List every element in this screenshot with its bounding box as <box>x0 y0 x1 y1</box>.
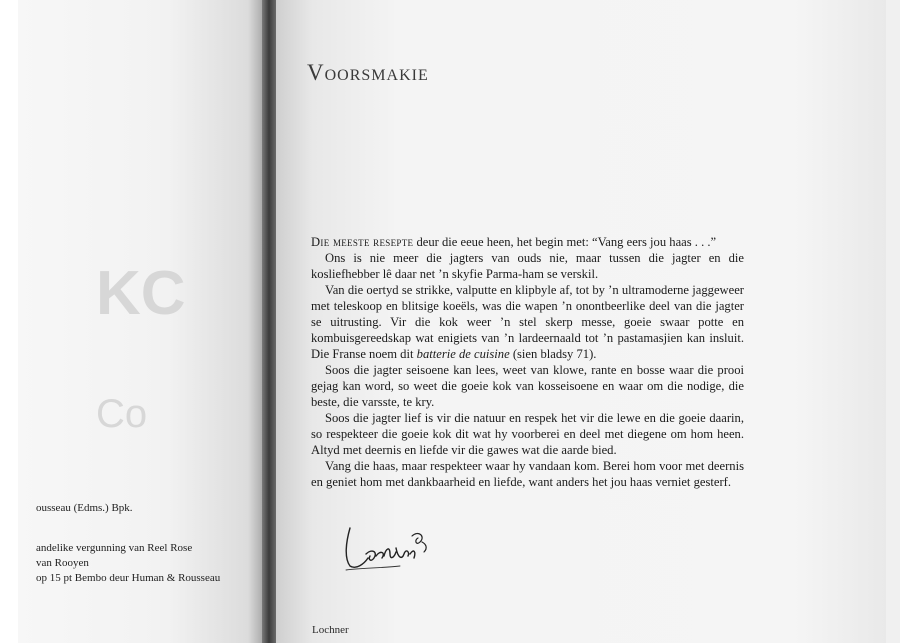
paragraph-text: (sien bladsy 71). <box>509 347 597 361</box>
left-page <box>18 0 268 643</box>
imprint-line: van Rooyen <box>36 557 89 569</box>
imprint-line: op 15 pt Bembo deur Human & Rousseau <box>36 572 221 584</box>
paragraph: Vang die haas, maar respekteer waar hy vandaan kom. Berei hom voor met deernis en geniet hom met dankbaarheid en liefde, want anders het jou haas verniet gesterf. <box>311 459 744 489</box>
handwritten-signature <box>342 518 432 583</box>
page-title: Voorsmakie <box>307 60 429 85</box>
author-name: Lochner <box>312 624 349 636</box>
book-gutter <box>262 0 276 643</box>
paragraph <box>311 234 744 250</box>
paragraph: Soos die jagter lief is vir die natuur en respek het vir die lewe en die goeie daarin, so respekteer die goeie kok dit wat hy voorberei en deel met diegene om hom heen. Altyd met deernis en liefde vir die gawes wat die aarde bied. <box>311 411 744 457</box>
paragraph-text: deur die eeue heen, het begin met: “Vang eers jou haas . . .” <box>413 235 717 249</box>
body-text <box>311 234 744 490</box>
imprint-line: ousseau (Edms.) Bpk. <box>36 502 133 514</box>
paragraph <box>311 282 744 362</box>
paragraph: Soos die jagter seisoene kan lees, weet van klowe, rante en bosse waar die prooi gejag kan word, so weet die goeie kok van kosseisoene en waar om die nodige, die beste, die varsste, te kry. <box>311 363 744 409</box>
signature-icon <box>342 518 432 578</box>
paragraph: Ons is nie meer die jagters van ouds nie, maar tussen die jagter en die kosliefhebber lê daar net ’n skyfie Parma-ham se verskil. <box>311 251 744 281</box>
imprint-line <box>36 542 192 554</box>
italic-term: batterie de cuisine <box>416 347 510 361</box>
faint-subtitle-fragment: Co <box>96 392 148 436</box>
faint-title-fragment: KC <box>96 259 186 328</box>
page-edge <box>886 0 900 643</box>
paragraph-lead: Die meeste resepte <box>311 235 414 249</box>
paragraph-text: Van die oertyd se strikke, valputte en klipbyle af, tot by ’n ultramoderne jaggeweer met teleskoop en blitsige koeëls, was die wapen ’n onontbeerlike deel van die jagter se uitrusting. Vir die kok weer ’n stel skerp messe, goeie swaar potte en kombuisgereedskap wat enigiets van ’n lardeernaald tot ’n pastamasjien kan insluit. Die Franse noem dit <box>311 283 744 361</box>
imprint-line-text: andelike vergunning van Reel Rose <box>36 542 193 554</box>
